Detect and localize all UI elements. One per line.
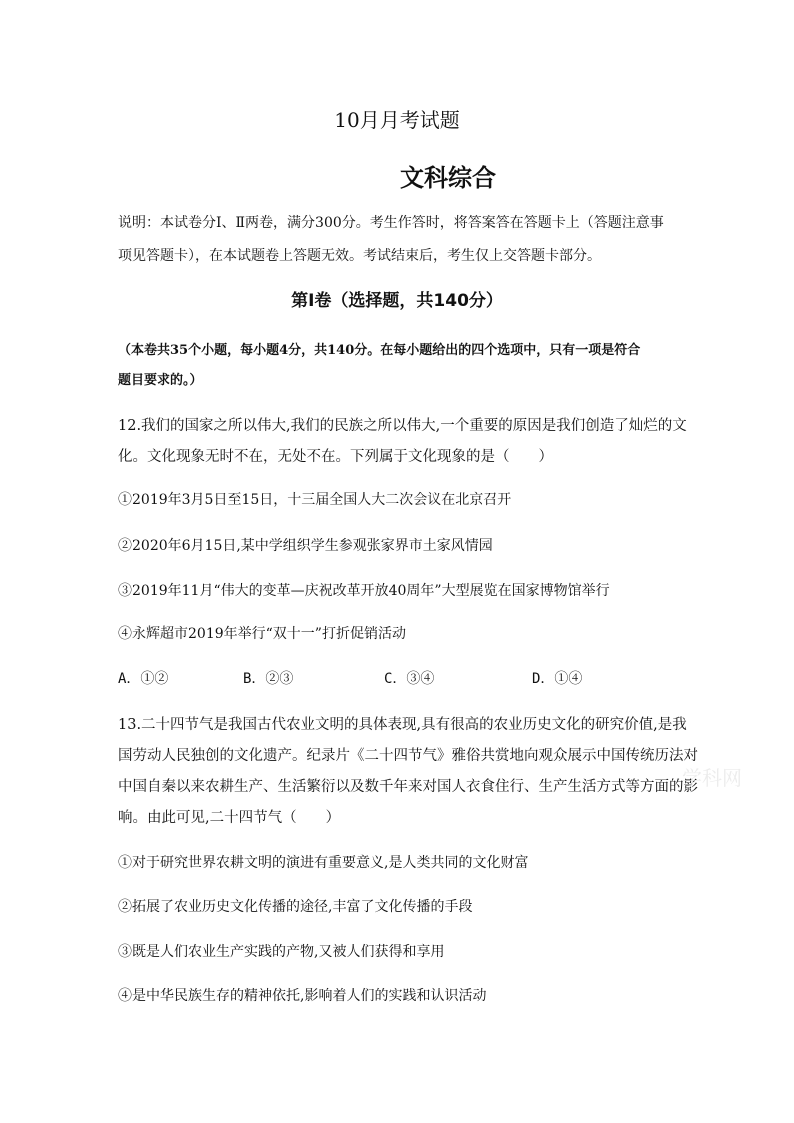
exam-subject: 文科综合 — [400, 164, 496, 192]
watermark: 学科网 — [682, 766, 742, 790]
question-13-item-3: ③既是人们农业生产实践的产物,又被人们获得和享用 — [118, 944, 445, 960]
choice-a: A．①② — [118, 671, 169, 687]
question-13-stem-line-1: 13.二十四节气是我国古代农业文明的具体表现,具有很高的农业历史文化的研究价值,是我 — [118, 717, 687, 733]
question-12-stem-line-2: 化。文化现象无时不在，无处不在。下列属于文化现象的是（ ） — [118, 449, 553, 465]
section-note-line-1: （本卷共35个小题，每小题4分，共140分。在每小题给出的四个选项中，只有一项是符合 — [118, 343, 641, 358]
choice-c: C．③④ — [384, 671, 435, 687]
question-13-item-4: ④是中华民族生存的精神依托,影响着人们的实践和认识活动 — [118, 988, 487, 1004]
question-12-item-2: ②2020年6月15日,某中学组织学生参观张家界市土家风情园 — [118, 538, 493, 554]
question-12-item-1: ①2019年3月5日至15日，十三届全国人大二次会议在北京召开 — [118, 492, 512, 508]
question-13-item-1: ①对于研究世界农耕文明的演进有重要意义,是人类共同的文化财富 — [118, 855, 529, 871]
question-13-stem-line-4: 响。由此可见,二十四节气（ ） — [118, 810, 341, 826]
question-13-stem-line-3: 中国自秦以来农耕生产、生活繁衍以及数千年来对国人衣食住行、生产生活方式等方面的影 — [118, 779, 698, 795]
question-12-item-3: ③2019年11月“伟大的变革—庆祝改革开放40周年”大型展览在国家博物馆举行 — [118, 583, 610, 599]
section-title: 第Ⅰ卷（选择题，共140分） — [291, 291, 503, 311]
question-13-item-2: ②拓展了农业历史文化传播的途径,丰富了文化传播的手段 — [118, 899, 473, 915]
choice-d: D．①④ — [532, 671, 583, 687]
question-12-stem-line-1: 12.我们的国家之所以伟大,我们的民族之所以伟大,一个重要的原因是我们创造了灿烂的文 — [118, 418, 687, 434]
exam-title: 10月月考试题 — [334, 108, 460, 132]
choice-b: B．②③ — [243, 671, 294, 687]
instructions-line-2: 项见答题卡），在本试题卷上答题无效。考试结束后，考生仅上交答题卡部分。 — [118, 248, 601, 264]
question-13-stem-line-2: 国劳动人民独创的文化遗产。纪录片《二十四节气》雅俗共赏地向观众展示中国传统历法对 — [118, 748, 698, 764]
section-note-line-2: 题目要求的。） — [118, 373, 203, 388]
question-12-item-4: ④永辉超市2019年举行“双十一”打折促销活动 — [118, 626, 406, 642]
instructions-line-1: 说明：本试卷分Ⅰ、Ⅱ两卷，满分300分。考生作答时，将答案答在答题卡上（答题注意事 — [118, 215, 664, 231]
